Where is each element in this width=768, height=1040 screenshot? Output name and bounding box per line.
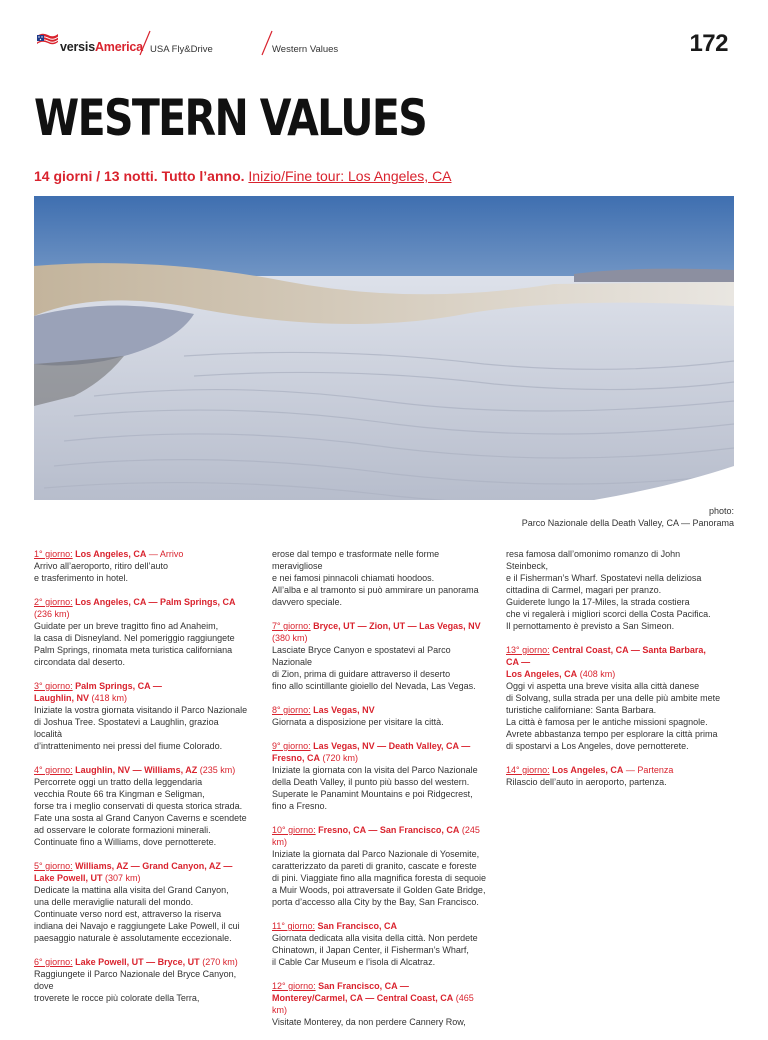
day-entry [272, 740, 487, 812]
day-distance: (380 km) [272, 633, 308, 643]
tour-start-end-link[interactable]: Inizio/Fine tour: Los Angeles, CA [248, 168, 452, 184]
day-number: 13° giorno: [506, 645, 550, 655]
day-number: 14° giorno: [506, 765, 550, 775]
day-route: San Francisco, CA — Monterey/Carmel, CA — Central Coast, CA [272, 981, 454, 1003]
day-entry [34, 860, 249, 944]
day-description: Iniziate la giornata con la visita del Parco Nazionale della Death Valley, il punto più basso del western. Superate le Panamint Mountains e poi Ridgecrest, fino a Fresno. [272, 765, 478, 811]
day-description: Giornata a disposizione per visitare la città. [272, 717, 444, 727]
day-number: 10° giorno: [272, 825, 316, 835]
day-distance: (408 km) [579, 669, 616, 679]
day-heading [272, 740, 487, 764]
day-heading [34, 860, 249, 884]
day-distance: (235 km) [199, 765, 236, 775]
day-distance: (307 km) [105, 873, 141, 883]
day-entry [34, 956, 249, 1004]
day-route: Bryce, UT — Zion, UT — Las Vegas, NV [313, 621, 481, 631]
day-number: 11° giorno: [272, 921, 315, 931]
day-number: 2° giorno: [34, 597, 73, 607]
day-number: 4° giorno: [34, 765, 73, 775]
itinerary-column-3 [506, 548, 721, 800]
day-entry [34, 596, 249, 668]
itinerary-column-1 [34, 548, 249, 1016]
day-heading [272, 704, 487, 716]
day-route: Williams, AZ — Grand Canyon, AZ — Lake Powell, UT [34, 861, 233, 883]
day-heading [34, 548, 249, 560]
day-entry [272, 920, 487, 968]
day-heading [34, 764, 249, 776]
day-number: 1° giorno: [34, 549, 73, 559]
page-header [0, 0, 768, 70]
day-entry [34, 680, 249, 752]
tour-subtitle [34, 168, 452, 184]
day-route: San Francisco, CA [317, 921, 398, 931]
flag-icon [34, 30, 62, 58]
day-heading [506, 644, 721, 680]
day-description: Rilascio dell’auto in aeroporto, partenza. [506, 777, 667, 787]
day-entry [272, 824, 487, 908]
day-route: Las Vegas, NV — Death Valley, CA — Fresno, CA [272, 741, 471, 763]
day-suffix: — Partenza [623, 765, 674, 775]
day-entry [272, 620, 487, 692]
day-description: Percorrete oggi un tratto della leggendaria vecchia Route 66 tra Kingman e Seligman, forse tra i meglio conservati di questa storica strada. Fate una sosta al Grand Canyon Caverns e scendete ad osservare le colorate formazioni minerali. Continuate fino a Williams, dove pernotterete. [34, 777, 247, 847]
day-number: 7° giorno: [272, 621, 311, 631]
day-heading [34, 680, 249, 704]
day-distance: (418 km) [91, 693, 128, 703]
brand-right: America [94, 40, 143, 54]
day-entry [34, 548, 249, 584]
day-number: 3° giorno: [34, 681, 73, 691]
day-description: erose dal tempo e trasformate nelle forme meravigliose e nei famosi pinnacoli chiamati hoodoos. All’alba e al tramonto si può ammirare un panorama davvero speciale. [272, 549, 479, 607]
day-route: Los Angeles, CA [75, 549, 147, 559]
day-number: 5° giorno: [34, 861, 73, 871]
day-entry [272, 980, 487, 1028]
day-description: Giornata dedicata alla visita della città. Non perdete Chinatown, il Japan Center, il Fisherman’s Wharf, il Cable Car Museum e l’isola di Alcatraz. [272, 933, 478, 967]
day-heading [272, 824, 487, 848]
tour-duration: 14 giorni / 13 notti. Tutto l’anno. [34, 168, 245, 184]
day-heading [34, 596, 249, 620]
day-entry [34, 764, 249, 848]
day-route: Lake Powell, UT — Bryce, UT [75, 957, 200, 967]
day-distance: (245 km) [272, 825, 480, 847]
day-description: Iniziate la vostra giornata visitando il Parco Nazionale di Joshua Tree. Spostatevi a Laughlin, grazioa località d’intrattenimento nei pressi del fiume Colorado. [34, 705, 248, 751]
day-number: 9° giorno: [272, 741, 311, 751]
photo-caption [522, 505, 734, 529]
day-distance: (720 km) [322, 753, 359, 763]
page-title: WESTERN VALUES [34, 89, 427, 147]
day-route: Central Coast, CA — Santa Barbara, CA — Los Angeles, CA [506, 645, 706, 679]
day-description: Visitate Monterey, da non perdere Cannery Row, [272, 1017, 466, 1027]
day-entry [506, 764, 721, 788]
day-route: Palm Springs, CA — Laughlin, NV [34, 681, 162, 703]
day-entry [272, 704, 487, 728]
caption-text: Parco Nazionale della Death Valley, CA — Panorama [521, 518, 734, 528]
day-heading [272, 980, 487, 1016]
page-number: 172 [689, 30, 728, 57]
day-description: Raggiungete il Parco Nazionale del Bryce Canyon, dove troverete le rocce più colorate della Terra, [34, 969, 237, 1003]
day-route: Las Vegas, NV [313, 705, 375, 715]
day-route: Los Angeles, CA — Palm Springs, CA [75, 597, 236, 607]
day-distance: (270 km) [202, 957, 238, 967]
day-number: 12° giorno: [272, 981, 316, 991]
versis-america-logo[interactable] [34, 30, 144, 58]
breadcrumb-western-values[interactable]: Western Values [272, 44, 339, 55]
day-heading [272, 620, 487, 644]
day-suffix: — Arrivo [146, 549, 184, 559]
day-distance: (465 km) [272, 993, 474, 1015]
day-number: 8° giorno: [272, 705, 311, 715]
day-route: Fresno, CA — San Francisco, CA [318, 825, 460, 835]
day-heading [506, 764, 721, 776]
day-description: Oggi vi aspetta una breve visita alla città danese di Solvang, sulla strada per una delle più ambite mete turistiche californiane: Santa Barbara. La città è famosa per le antiche missioni spagnole. Avrete abbastanza tempo per esplorare la città prima di spostarvi a Los Angeles, dove pernotterete. [506, 681, 721, 751]
day-description: resa famosa dall’omonimo romanzo di John Steinbeck, e il Fisherman’s Wharf. Spostatevi nella deliziosa cittadina di Carmel, magari per pranzo. Guiderete lungo la 17-Miles, la strada costiera che vi regalerà i migliori scorci della Costa Pacifica. Il pernottamento è previsto a San Simeon. [506, 549, 711, 631]
day-route: Los Angeles, CA [552, 765, 624, 775]
day-heading [34, 956, 249, 968]
day-description: Arrivo all’aeroporto, ritiro dell’auto e trasferimento in hotel. [34, 561, 169, 583]
day-description: Dedicate la mattina alla visita del Grand Canyon, una delle meraviglie naturali del mondo. Continuate verso nord est, attraverso la riserva indiana dei Navajo e raggiungete Lake Powell, il cui paesaggio naturale è assolutamente eccezionale. [34, 885, 240, 943]
desert-panorama-photo [34, 196, 734, 500]
itinerary-column-2 [272, 548, 487, 1040]
breadcrumb-fly-drive[interactable]: USA Fly&Drive [150, 44, 213, 55]
day-description: Guidate per un breve tragitto fino ad Anaheim, la casa di Disneyland. Nel pomeriggio raggiungete Palm Springs, rinomata meta turistica californiana circondata dal deserto. [34, 621, 235, 667]
day-description: Iniziate la giornata dal Parco Nazionale di Yosemite, caratterizzato da pareti di granito, cascate e foreste di pini. Viaggiate fino alla magnifica foresta di sequoie a Muir Woods, poi attraversate il Golden Gate Bridge, porta d’accesso alla City by the Bay, San Francisco. [272, 849, 486, 907]
day-description: Lasciate Bryce Canyon e spostatevi al Parco Nazionale di Zion, prima di guidare attraverso il deserto fino allo scintillante gioiello del Nevada, Las Vegas. [272, 645, 476, 691]
day-entry [506, 644, 721, 752]
day-heading [272, 920, 487, 932]
day-distance: (236 km) [34, 609, 70, 619]
day-entry [272, 548, 487, 608]
day-route: Laughlin, NV — Williams, AZ [75, 765, 198, 775]
caption-label: photo: [708, 506, 734, 516]
day-entry [506, 548, 721, 632]
brand-left: versis [60, 40, 95, 54]
brand-name [60, 40, 143, 54]
day-number: 6° giorno: [34, 957, 73, 967]
